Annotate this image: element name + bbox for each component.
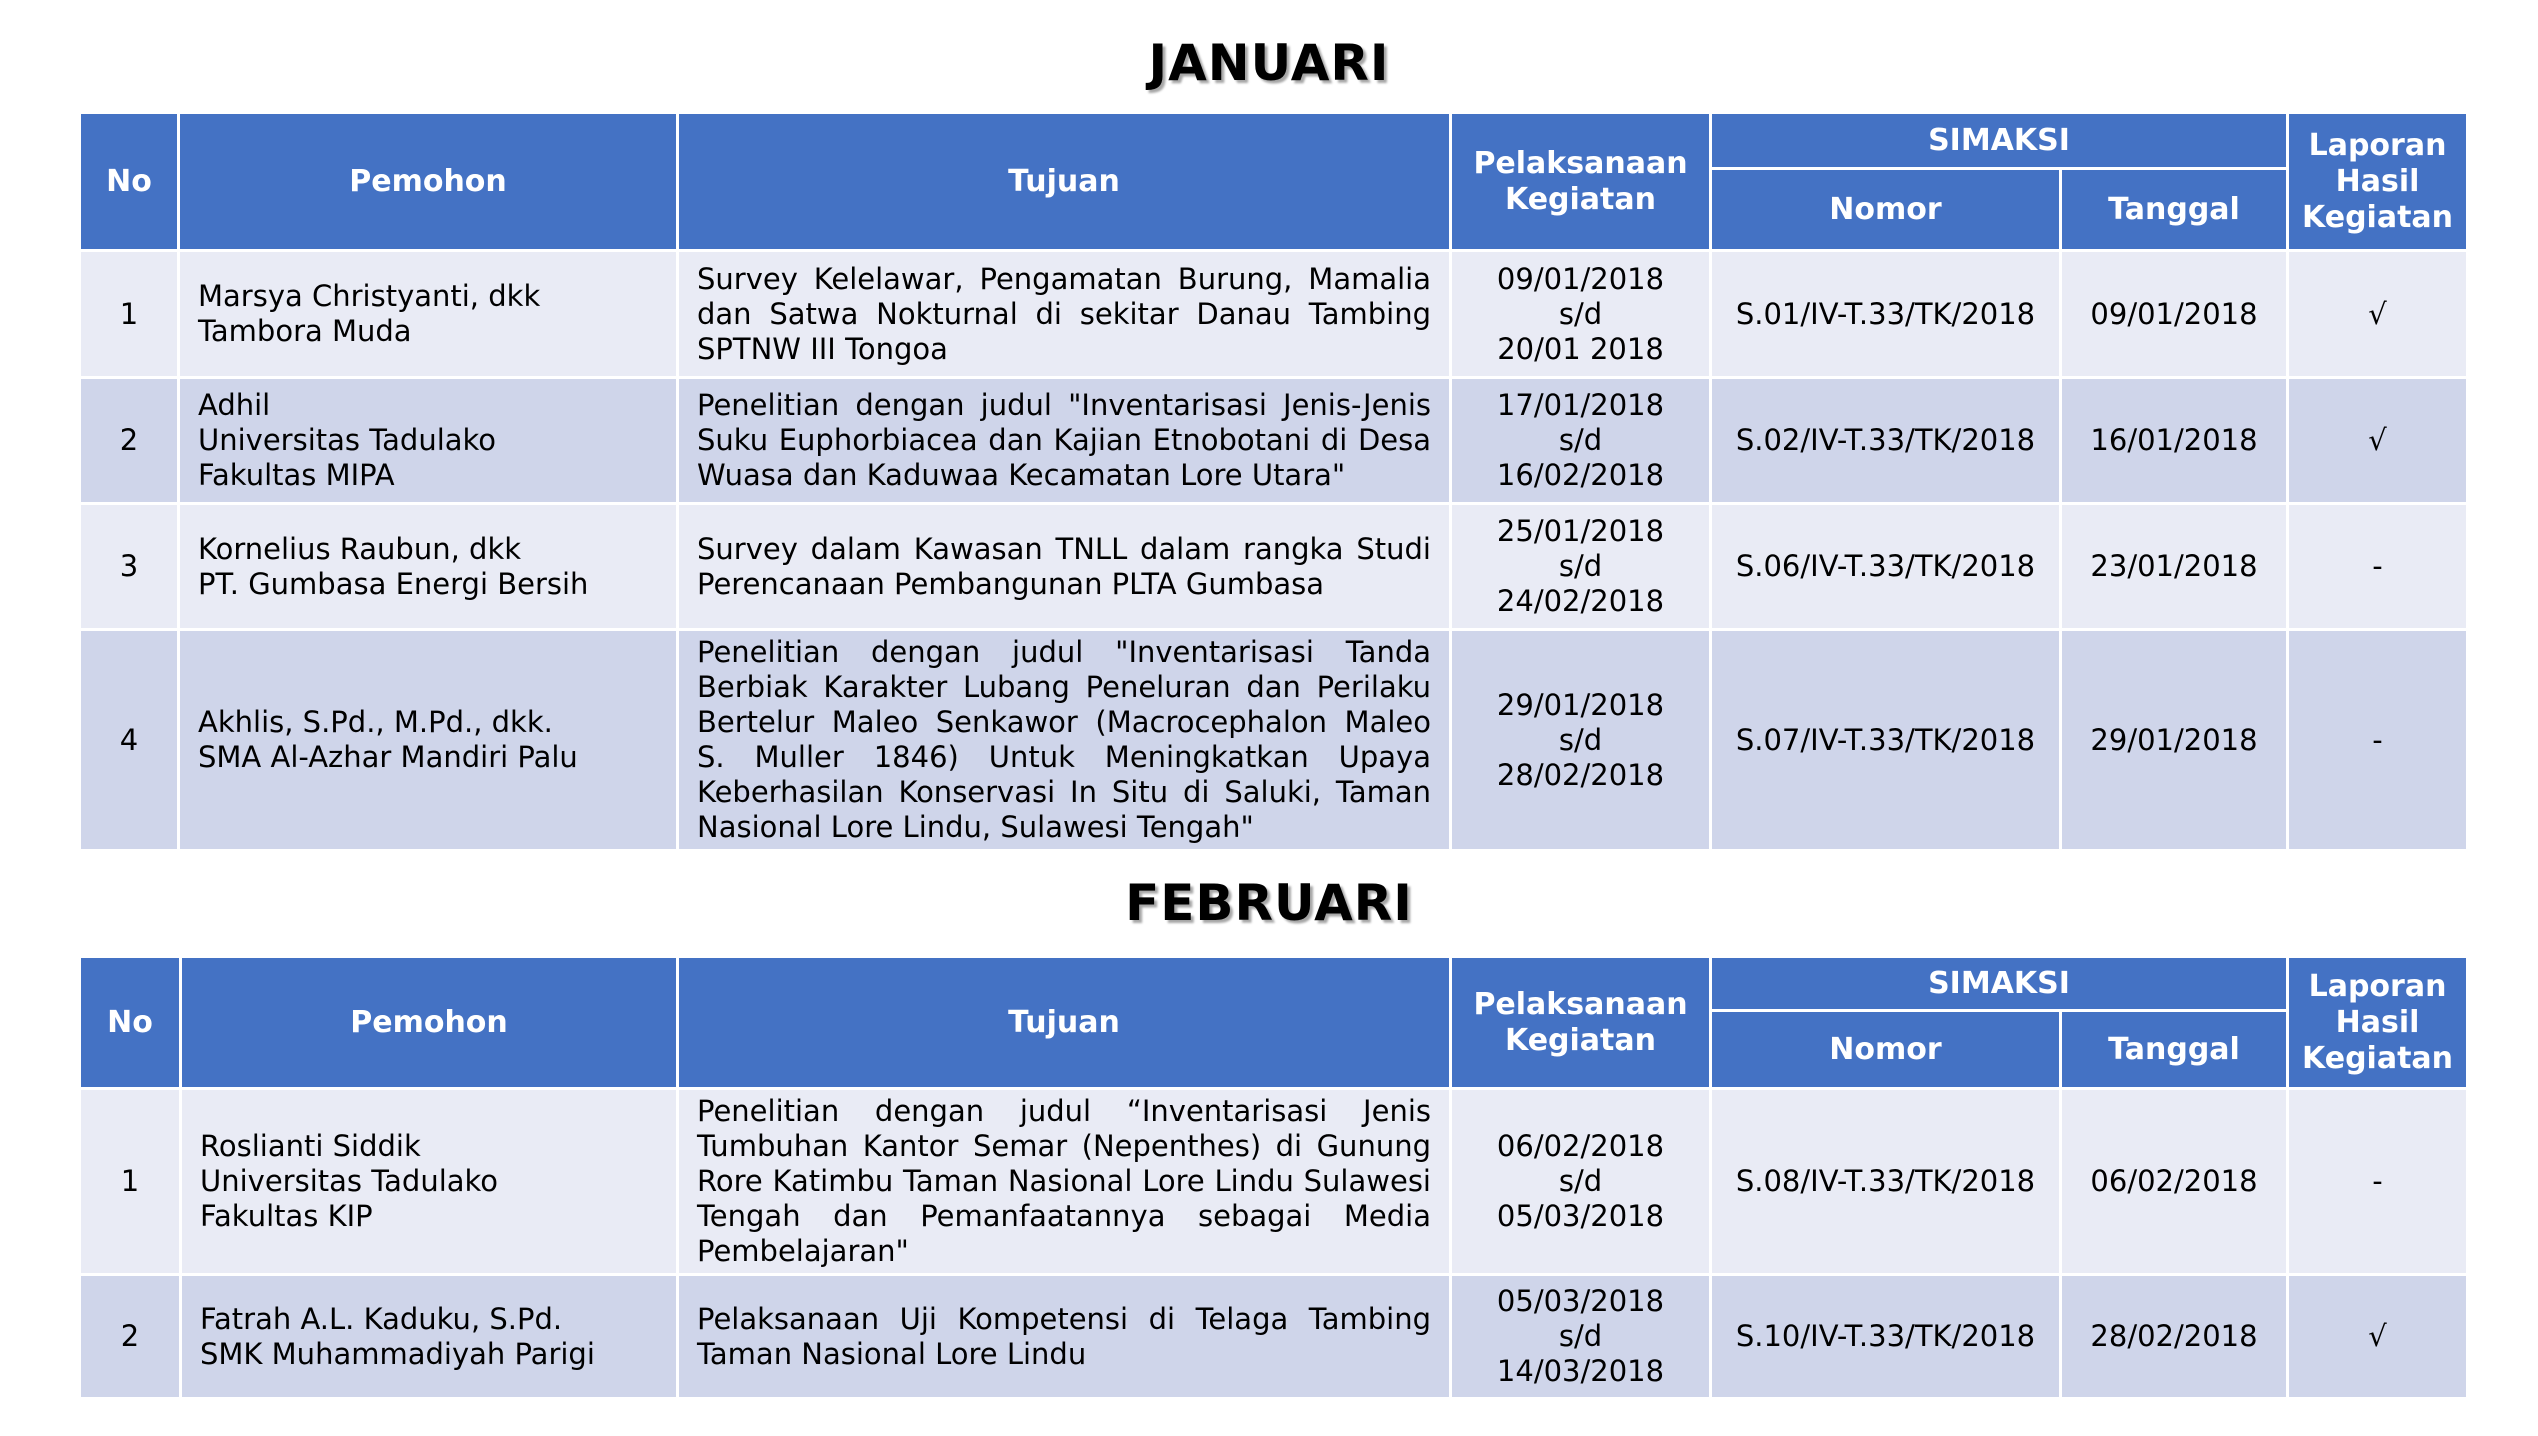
cell-pemohon <box>179 630 678 851</box>
cell-laporan: √ <box>2288 378 2468 504</box>
pemohon-line: Roslianti Siddik <box>200 1129 421 1163</box>
table-row <box>80 251 2468 378</box>
section-title-januari: JANUARI <box>1148 34 1390 92</box>
table-row <box>80 1089 2468 1275</box>
cell-laporan: - <box>2288 630 2468 851</box>
cell-laporan: √ <box>2288 251 2468 378</box>
pemohon-line: Fakultas MIPA <box>198 458 395 492</box>
pemohon-line: Universitas Tadulako <box>200 1164 499 1198</box>
header-tanggal: Tanggal <box>2061 1011 2288 1089</box>
cell-pelaksanaan <box>1451 1089 1711 1275</box>
date-end: 20/01 2018 <box>1497 331 1664 366</box>
date-start: 29/01/2018 <box>1496 687 1665 722</box>
date-start: 17/01/2018 <box>1496 388 1665 422</box>
cell-pelaksanaan <box>1451 1275 1711 1399</box>
header-laporan: Laporan Hasil Kegiatan <box>2288 957 2468 1089</box>
date-end: 16/02/2018 <box>1496 458 1665 492</box>
header-no: No <box>80 957 181 1089</box>
pemohon-line: SMA Al-Azhar Mandiri Palu <box>198 740 578 774</box>
table-row <box>80 378 2468 504</box>
header-simaksi: SIMAKSI <box>1711 113 2288 169</box>
cell-pelaksanaan <box>1451 378 1711 504</box>
header-tanggal: Tanggal <box>2061 169 2288 251</box>
section-title-februari: FEBRUARI <box>1125 874 1413 932</box>
cell-tujuan: Penelitian dengan judul "Inventarisasi Jenis-Jenis Suku Euphorbiacea dan Kajian Etnobotani di Desa Wuasa dan Kaduwaa Kecamatan Lore Utara" <box>678 378 1451 504</box>
cell-no: 2 <box>80 1275 181 1399</box>
cell-pemohon <box>179 251 678 378</box>
cell-pelaksanaan <box>1451 504 1711 630</box>
date-sd: s/d <box>1558 423 1603 457</box>
table-row <box>80 1275 2468 1399</box>
cell-nomor: S.08/IV-T.33/TK/2018 <box>1711 1089 2061 1275</box>
permit-table-januari <box>78 111 2469 852</box>
pemohon-line: PT. Gumbasa Energi Bersih <box>198 566 589 601</box>
date-sd: s/d <box>1558 722 1603 757</box>
header-simaksi: SIMAKSI <box>1711 957 2288 1011</box>
header-nomor: Nomor <box>1711 1011 2061 1089</box>
cell-pemohon <box>181 1089 678 1275</box>
cell-tanggal: 23/01/2018 <box>2061 504 2288 630</box>
cell-tujuan: Survey dalam Kawasan TNLL dalam rangka Studi Perencanaan Pembangunan PLTA Gumbasa <box>678 504 1451 630</box>
cell-nomor: S.10/IV-T.33/TK/2018 <box>1711 1275 2061 1399</box>
cell-no: 2 <box>80 378 179 504</box>
cell-no: 3 <box>80 504 179 630</box>
header-laporan: Laporan Hasil Kegiatan <box>2288 113 2468 251</box>
pemohon-line: SMK Muhammadiyah Parigi <box>200 1336 595 1371</box>
cell-nomor: S.02/IV-T.33/TK/2018 <box>1711 378 2061 504</box>
date-start: 25/01/2018 <box>1496 514 1665 548</box>
cell-nomor: S.07/IV-T.33/TK/2018 <box>1711 630 2061 851</box>
cell-laporan: - <box>2288 1089 2468 1275</box>
header-pelaksanaan: Pelaksanaan Kegiatan <box>1451 957 1711 1089</box>
pemohon-line: Akhlis, S.Pd., M.Pd., dkk. <box>198 705 553 739</box>
table-row <box>80 504 2468 630</box>
date-sd: s/d <box>1558 549 1603 583</box>
cell-no: 4 <box>80 630 179 851</box>
date-sd: s/d <box>1558 1164 1603 1198</box>
cell-tanggal: 29/01/2018 <box>2061 630 2288 851</box>
table-row <box>80 630 2468 851</box>
cell-laporan: √ <box>2288 1275 2468 1399</box>
pemohon-line: Kornelius Raubun, dkk <box>198 531 522 566</box>
header-nomor: Nomor <box>1711 169 2061 251</box>
header-pemohon: Pemohon <box>181 957 678 1089</box>
cell-no: 1 <box>80 1089 181 1275</box>
pemohon-line: Fakultas KIP <box>200 1199 373 1233</box>
header-pelaksanaan: Pelaksanaan Kegiatan <box>1451 113 1711 251</box>
header-tujuan: Tujuan <box>678 957 1451 1089</box>
pemohon-line: Fatrah A.L. Kaduku, S.Pd. <box>200 1301 563 1336</box>
date-start: 05/03/2018 <box>1496 1284 1665 1318</box>
cell-nomor: S.06/IV-T.33/TK/2018 <box>1711 504 2061 630</box>
cell-pemohon <box>179 504 678 630</box>
cell-tanggal: 28/02/2018 <box>2061 1275 2288 1399</box>
cell-pemohon <box>181 1275 678 1399</box>
cell-tanggal: 06/02/2018 <box>2061 1089 2288 1275</box>
cell-pemohon <box>179 378 678 504</box>
cell-tujuan: Penelitian dengan judul “Inventarisasi Jenis Tumbuhan Kantor Semar (Nepenthes) di Gunung Rore Katimbu Taman Nasional Lore Lindu Sulawesi Tengah dan Pemanfaatannya sebagai Media Pembelajaran" <box>678 1089 1451 1275</box>
cell-tanggal: 09/01/2018 <box>2061 251 2288 378</box>
cell-no: 1 <box>80 251 179 378</box>
header-pemohon: Pemohon <box>179 113 678 251</box>
pemohon-line: Marsya Christyanti, dkk <box>198 279 541 313</box>
date-end: 28/02/2018 <box>1496 757 1665 792</box>
cell-laporan: - <box>2288 504 2468 630</box>
permit-table-februari <box>78 955 2469 1400</box>
cell-tanggal: 16/01/2018 <box>2061 378 2288 504</box>
cell-tujuan: Pelaksanaan Uji Kompetensi di Telaga Tambing Taman Nasional Lore Lindu <box>678 1275 1451 1399</box>
pemohon-line: Universitas Tadulako <box>198 423 497 457</box>
date-sd: s/d <box>1558 296 1603 331</box>
date-end: 14/03/2018 <box>1496 1354 1665 1388</box>
cell-nomor: S.01/IV-T.33/TK/2018 <box>1711 251 2061 378</box>
cell-pelaksanaan <box>1451 251 1711 378</box>
header-no: No <box>80 113 179 251</box>
date-end: 24/02/2018 <box>1496 584 1665 618</box>
date-start: 09/01/2018 <box>1496 261 1665 296</box>
date-end: 05/03/2018 <box>1496 1199 1665 1233</box>
cell-pelaksanaan <box>1451 630 1711 851</box>
date-sd: s/d <box>1558 1319 1603 1353</box>
date-start: 06/02/2018 <box>1496 1129 1665 1163</box>
pemohon-line: Adhil <box>198 388 271 422</box>
pemohon-line: Tambora Muda <box>198 314 412 348</box>
header-tujuan: Tujuan <box>678 113 1451 251</box>
cell-tujuan: Penelitian dengan judul "Inventarisasi Tanda Berbiak Karakter Lubang Peneluran dan Perilaku Bertelur Maleo Senkawor (Macrocephalon Maleo S. Muller 1846) Untuk Meningkatkan Upaya Keberhasilan Konservasi In Situ di Saluki, Taman Nasional Lore Lindu, Sulawesi Tengah" <box>678 630 1451 851</box>
cell-tujuan: Survey Kelelawar, Pengamatan Burung, Mamalia dan Satwa Nokturnal di sekitar Danau Tambing SPTNW III Tongoa <box>678 251 1451 378</box>
